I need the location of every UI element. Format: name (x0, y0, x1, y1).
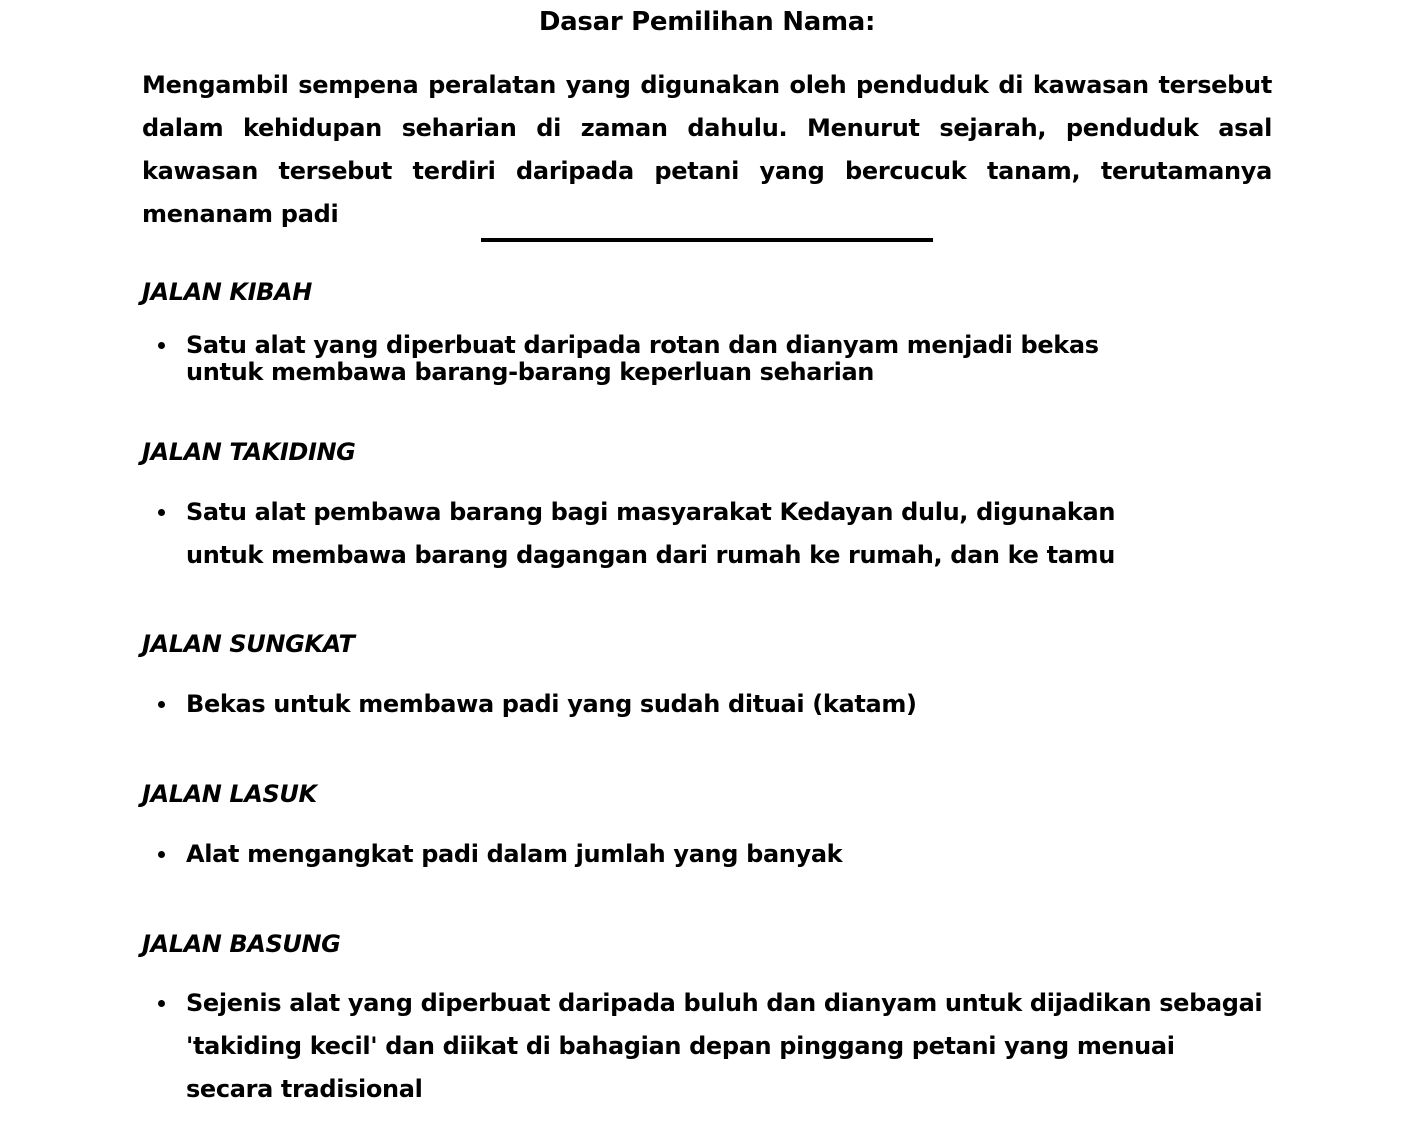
bullet-text: Alat mengangkat padi dalam jumlah yang banyak (186, 840, 843, 868)
bullet-text: Sejenis alat yang diperbuat daripada buluh dan dianyam untuk dijadikan sebagai 'takiding kecil' dan diikat di bahagian depan pinggang petani yang menuai secara tradisional (186, 989, 1263, 1103)
section-jalan-sungkat (142, 628, 1282, 726)
bullet-text: Satu alat pembawa barang bagi masyarakat Kedayan dulu, digunakan untuk membawa barang dagangan dari rumah ke rumah, dan ke tamu (186, 498, 1116, 569)
page-title: Dasar Pemilihan Nama: (538, 7, 876, 37)
list-item (142, 332, 1282, 386)
bullet-list (142, 982, 1282, 1111)
section-jalan-takiding (142, 436, 1282, 577)
bullet-dot-icon (158, 1000, 165, 1007)
section-divider (481, 238, 933, 242)
list-item (142, 491, 1282, 577)
section-heading: JALAN BASUNG (142, 930, 341, 958)
intro-paragraph: Mengambil sempena peralatan yang digunakan oleh penduduk di kawasan tersebut dalam kehidupan seharian di zaman dahulu. Menurut sejarah, penduduk asal kawasan tersebut terdiri daripada petani yang bercucuk tanam, terutamanya menanam padi (142, 71, 1272, 228)
list-item (142, 982, 1282, 1111)
section-heading: JALAN TAKIDING (142, 438, 356, 466)
list-item (142, 833, 1282, 876)
section-heading: JALAN KIBAH (142, 278, 312, 306)
bullet-list (142, 833, 1282, 876)
bullet-list (142, 683, 1282, 726)
bullet-list (142, 332, 1282, 386)
bullet-dot-icon (158, 509, 165, 516)
section-jalan-kibah (142, 276, 1282, 386)
bullet-list (142, 491, 1282, 577)
bullet-text: Bekas untuk membawa padi yang sudah dituai (katam) (186, 690, 917, 718)
list-item (142, 683, 1282, 726)
section-heading: JALAN SUNGKAT (142, 630, 355, 658)
bullet-dot-icon (158, 342, 165, 349)
section-heading: JALAN LASUK (142, 780, 317, 808)
bullet-text: Satu alat yang diperbuat daripada rotan dan dianyam menjadi bekas untuk membawa barang-barang keperluan seharian (186, 331, 1099, 386)
bullet-dot-icon (158, 851, 165, 858)
section-jalan-lasuk (142, 778, 1282, 876)
section-jalan-basung (142, 928, 1282, 1111)
bullet-dot-icon (158, 701, 165, 708)
